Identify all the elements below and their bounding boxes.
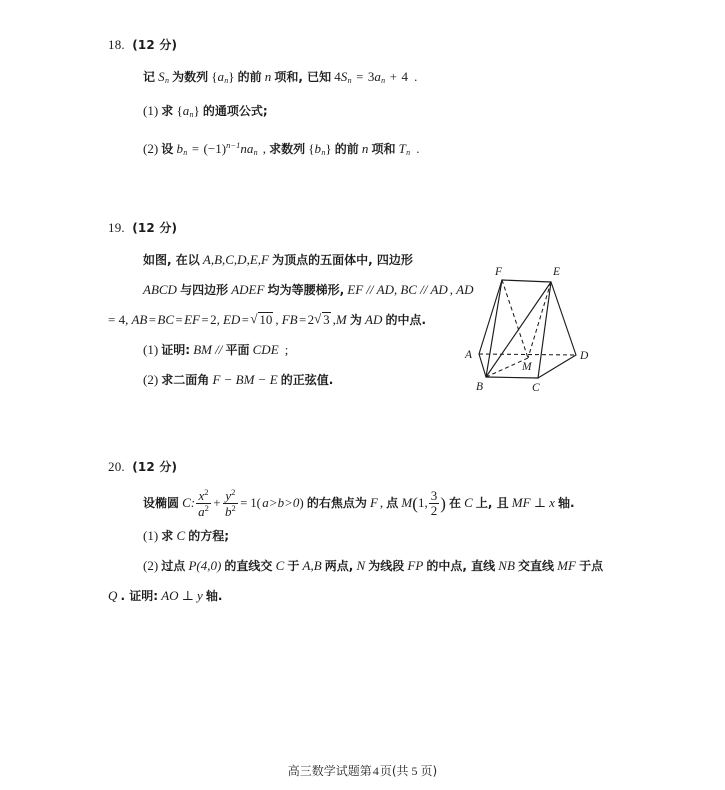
text: 为: [349, 313, 362, 327]
text: 的正弦值.: [280, 373, 334, 387]
sub-question-number: (1): [143, 528, 159, 543]
parallel-symbol: //: [420, 282, 428, 297]
math-EF: EF: [347, 282, 364, 297]
text: 于点: [579, 559, 604, 573]
paren-close-group: )$^{n-1}$: [221, 140, 241, 156]
semicolon: ;: [284, 342, 289, 357]
math-C: C: [464, 495, 473, 510]
text: 两点,: [324, 559, 354, 573]
equals-sign: =: [148, 313, 156, 327]
comma: ,: [262, 141, 266, 156]
text: 均为等腰梯形,: [267, 283, 345, 297]
text: 的中点.: [385, 313, 427, 327]
perpendicular-symbol: ⊥: [533, 495, 546, 510]
sqrt-10: √ 10: [250, 305, 273, 335]
text: 在: [448, 496, 461, 510]
math-N: N: [356, 558, 366, 573]
problem-18-line-2: [108, 96, 668, 130]
math-eq-4: = 4,: [108, 312, 129, 327]
vertex-label-D: D: [580, 350, 589, 362]
text: 的中点, 直线: [426, 559, 496, 573]
problem-20-line-3: [108, 551, 708, 581]
sub-question-number: (2): [143, 558, 159, 573]
problem-20-number: 20.: [108, 459, 125, 474]
math-P-point: P(4,0): [188, 558, 222, 573]
problem-18-points: (12 分): [132, 38, 178, 52]
vertex-label-B: B: [476, 381, 484, 393]
edge-FA: [479, 280, 502, 354]
comma: ,: [449, 282, 454, 297]
text: 记: [143, 70, 156, 84]
frac-denominator: $a^2$: [198, 502, 209, 519]
math-n: n: [361, 141, 369, 156]
footer-suffix: 页): [420, 764, 438, 778]
problem-20-line-1: [108, 486, 708, 521]
math-na: $na_n$: [240, 141, 258, 157]
math-ADEF: ADEF: [231, 282, 265, 297]
edge-DE: [551, 282, 576, 355]
math-condition: a>b>0: [262, 495, 300, 510]
vertex-label-C: C: [532, 382, 540, 394]
frac-denominator: 2: [430, 502, 438, 518]
comma: ,: [332, 312, 336, 327]
math-AD: AD,: [376, 282, 398, 297]
text: 项和, 已知: [274, 70, 332, 84]
text: 过点: [161, 559, 186, 573]
math-vertex-list: A,B,C,D,E,F: [202, 252, 269, 267]
sqrt-3: √ 3: [314, 305, 331, 335]
equals-sign: =: [356, 70, 364, 84]
text: 求: [161, 104, 174, 118]
math-NB: NB: [498, 558, 515, 573]
footer-page-number: 4: [372, 764, 379, 778]
period: .: [414, 69, 418, 84]
edge-AB: [479, 354, 486, 377]
sub-question-number: (2): [143, 141, 159, 156]
math-M: M: [335, 312, 347, 327]
text: 与四边形: [180, 283, 229, 297]
math-BC: BC: [157, 312, 175, 327]
problem-18-number: 18.: [108, 37, 125, 52]
perpendicular-symbol: ⊥: [181, 588, 194, 603]
problem-18-heading: [108, 36, 668, 53]
parallel-symbol: //: [366, 282, 374, 297]
equals-sign: =: [201, 313, 209, 327]
fraction-x2-a2: [196, 488, 211, 518]
math-MF: MF: [557, 558, 576, 573]
text: 证明:: [161, 343, 191, 357]
text: 项和: [371, 142, 396, 156]
math-BM: BM: [193, 342, 213, 357]
parallel-symbol: //: [215, 342, 223, 357]
footer-prefix: 高三数学试题第: [287, 764, 372, 778]
pentahedron-figure: [452, 258, 612, 394]
math-MF: MF: [511, 495, 531, 510]
math-T: $T_n$: [398, 141, 411, 157]
math-a2: $a_n$: [374, 69, 386, 85]
math-CDE: CDE: [252, 342, 279, 357]
edge-FB: [486, 280, 502, 377]
page-footer: [0, 762, 725, 779]
text: 为顶点的五面体中, 四边形: [272, 253, 413, 267]
math-Q: Q: [108, 588, 118, 603]
footer-middle: 页(共: [379, 764, 409, 778]
math-AB: A,B: [302, 558, 322, 573]
text: 轴.: [205, 589, 223, 603]
math-2: 2: [307, 312, 315, 327]
edge-FM-dashed: [502, 280, 528, 358]
edge-CD: [538, 355, 576, 378]
math-AB: AB: [131, 312, 148, 327]
math-AO: AO: [161, 588, 179, 603]
math-b: $b_n$: [176, 141, 188, 157]
math-C: C: [176, 528, 186, 543]
problem-19-heading: [108, 219, 668, 236]
paren-close: ): [299, 495, 304, 510]
math-AD: AD: [456, 282, 474, 297]
text: 求数列: [269, 142, 306, 156]
vertex-label-E: E: [553, 266, 561, 278]
math-ABCD: ABCD: [143, 282, 177, 297]
equals-sign: =: [299, 313, 307, 327]
edge-BC: [486, 377, 538, 378]
text: 为线段: [368, 559, 405, 573]
brace-close: }: [228, 69, 235, 84]
text: 设椭圆: [143, 496, 180, 510]
problem-20-line-2: [108, 521, 708, 551]
math-FB: FB: [281, 312, 298, 327]
comma: ,: [275, 312, 279, 327]
vertex-label-A: A: [465, 349, 473, 361]
frac-numerator: 3: [430, 487, 438, 503]
text: 于: [287, 559, 300, 573]
vertex-label-F: F: [495, 266, 503, 278]
text: 的前: [334, 142, 359, 156]
brace-open: {: [176, 103, 183, 118]
problem-20-points: (12 分): [132, 460, 178, 474]
problem-19-number: 19.: [108, 220, 125, 235]
edge-EM-dashed: [528, 282, 551, 358]
math-x-axis: x: [549, 495, 555, 510]
math-BC: BC: [400, 282, 417, 297]
text: 的直线交: [224, 559, 273, 573]
brace-close: }: [325, 141, 332, 156]
text: 的通项公式;: [202, 104, 268, 118]
math-AD: AD: [365, 312, 383, 327]
math-dihedral-angle: F − BM − E: [212, 372, 278, 387]
period: .: [416, 141, 420, 156]
edge-EC: [538, 282, 551, 378]
problem-20: [108, 458, 708, 611]
math-F: F: [369, 495, 378, 510]
problem-18: [108, 36, 668, 168]
math-a: $a_n$: [217, 69, 229, 85]
problem-18-line-1: [108, 62, 668, 96]
text: 如图, 在以: [143, 253, 200, 267]
sub-question-number: (1): [143, 342, 159, 357]
math-n: n: [264, 69, 272, 84]
edge-FE: [502, 280, 551, 282]
problem-19-points: (12 分): [132, 221, 178, 235]
text: 的右焦点为: [306, 496, 367, 510]
math-C: C: [275, 558, 285, 573]
plus-sign: +: [213, 496, 221, 510]
exponent: n−1: [226, 140, 241, 150]
text: 轴.: [557, 496, 575, 510]
math-a: $a_n$: [182, 103, 194, 119]
text: . 证明:: [120, 589, 159, 603]
problem-20-heading: [108, 458, 708, 475]
math-minus-one: −1: [207, 141, 222, 156]
math-y-axis: y: [197, 588, 203, 603]
brace-open: {: [211, 69, 218, 84]
math-2: 2,: [210, 312, 220, 327]
math-1: 1,: [417, 495, 428, 510]
problem-18-line-3: [108, 130, 668, 168]
equals-sign: =: [191, 142, 199, 156]
text: 求: [161, 529, 174, 543]
vertex-label-M: M: [522, 361, 532, 373]
pentahedron-svg: [452, 258, 612, 398]
text: 点: [386, 496, 399, 510]
math-3: 3: [367, 69, 375, 84]
text: 交直线: [518, 559, 555, 573]
math-EF: EF: [184, 312, 200, 327]
paren-open: (: [412, 494, 418, 513]
paren-open: (: [203, 141, 208, 156]
sub-question-number: (2): [143, 372, 159, 387]
math-C-label: C:: [182, 495, 196, 510]
fraction-y2-b2: [223, 488, 238, 518]
brace-close: }: [193, 103, 200, 118]
text: 设: [161, 142, 174, 156]
equals-sign: =: [175, 313, 183, 327]
text: 为数列: [172, 70, 209, 84]
footer-total-pages: 5: [411, 764, 418, 778]
text: 求二面角: [161, 373, 210, 387]
equals-sign: =: [241, 313, 249, 327]
math-4: 4: [334, 69, 341, 84]
brace-open: {: [308, 141, 315, 156]
math-FP: FP: [407, 558, 424, 573]
equals-one: = 1(: [240, 496, 261, 510]
text: 的方程;: [188, 529, 230, 543]
paren-close: ): [440, 494, 446, 513]
math-S: $S_n$: [158, 69, 169, 85]
text: 平面: [225, 343, 250, 357]
problem-20-line-4: [108, 581, 708, 611]
frac-numerator: $x^2$: [196, 488, 211, 504]
math-M: M: [401, 495, 413, 510]
math-S2: $S_n$: [340, 69, 352, 85]
math-b2: $b_n$: [314, 141, 326, 157]
text: 的前: [237, 70, 262, 84]
math-4b: 4: [401, 69, 408, 84]
fraction-3-2: [429, 489, 440, 517]
text: 上, 且: [475, 496, 509, 510]
frac-denominator: $b^2$: [224, 502, 236, 519]
math-AD: AD: [430, 282, 448, 297]
comma: ,: [379, 495, 384, 510]
math-ED: ED: [222, 312, 241, 327]
sub-question-number: (1): [143, 103, 159, 118]
frac-numerator: $y^2$: [223, 488, 238, 504]
plus-sign: +: [389, 70, 397, 84]
